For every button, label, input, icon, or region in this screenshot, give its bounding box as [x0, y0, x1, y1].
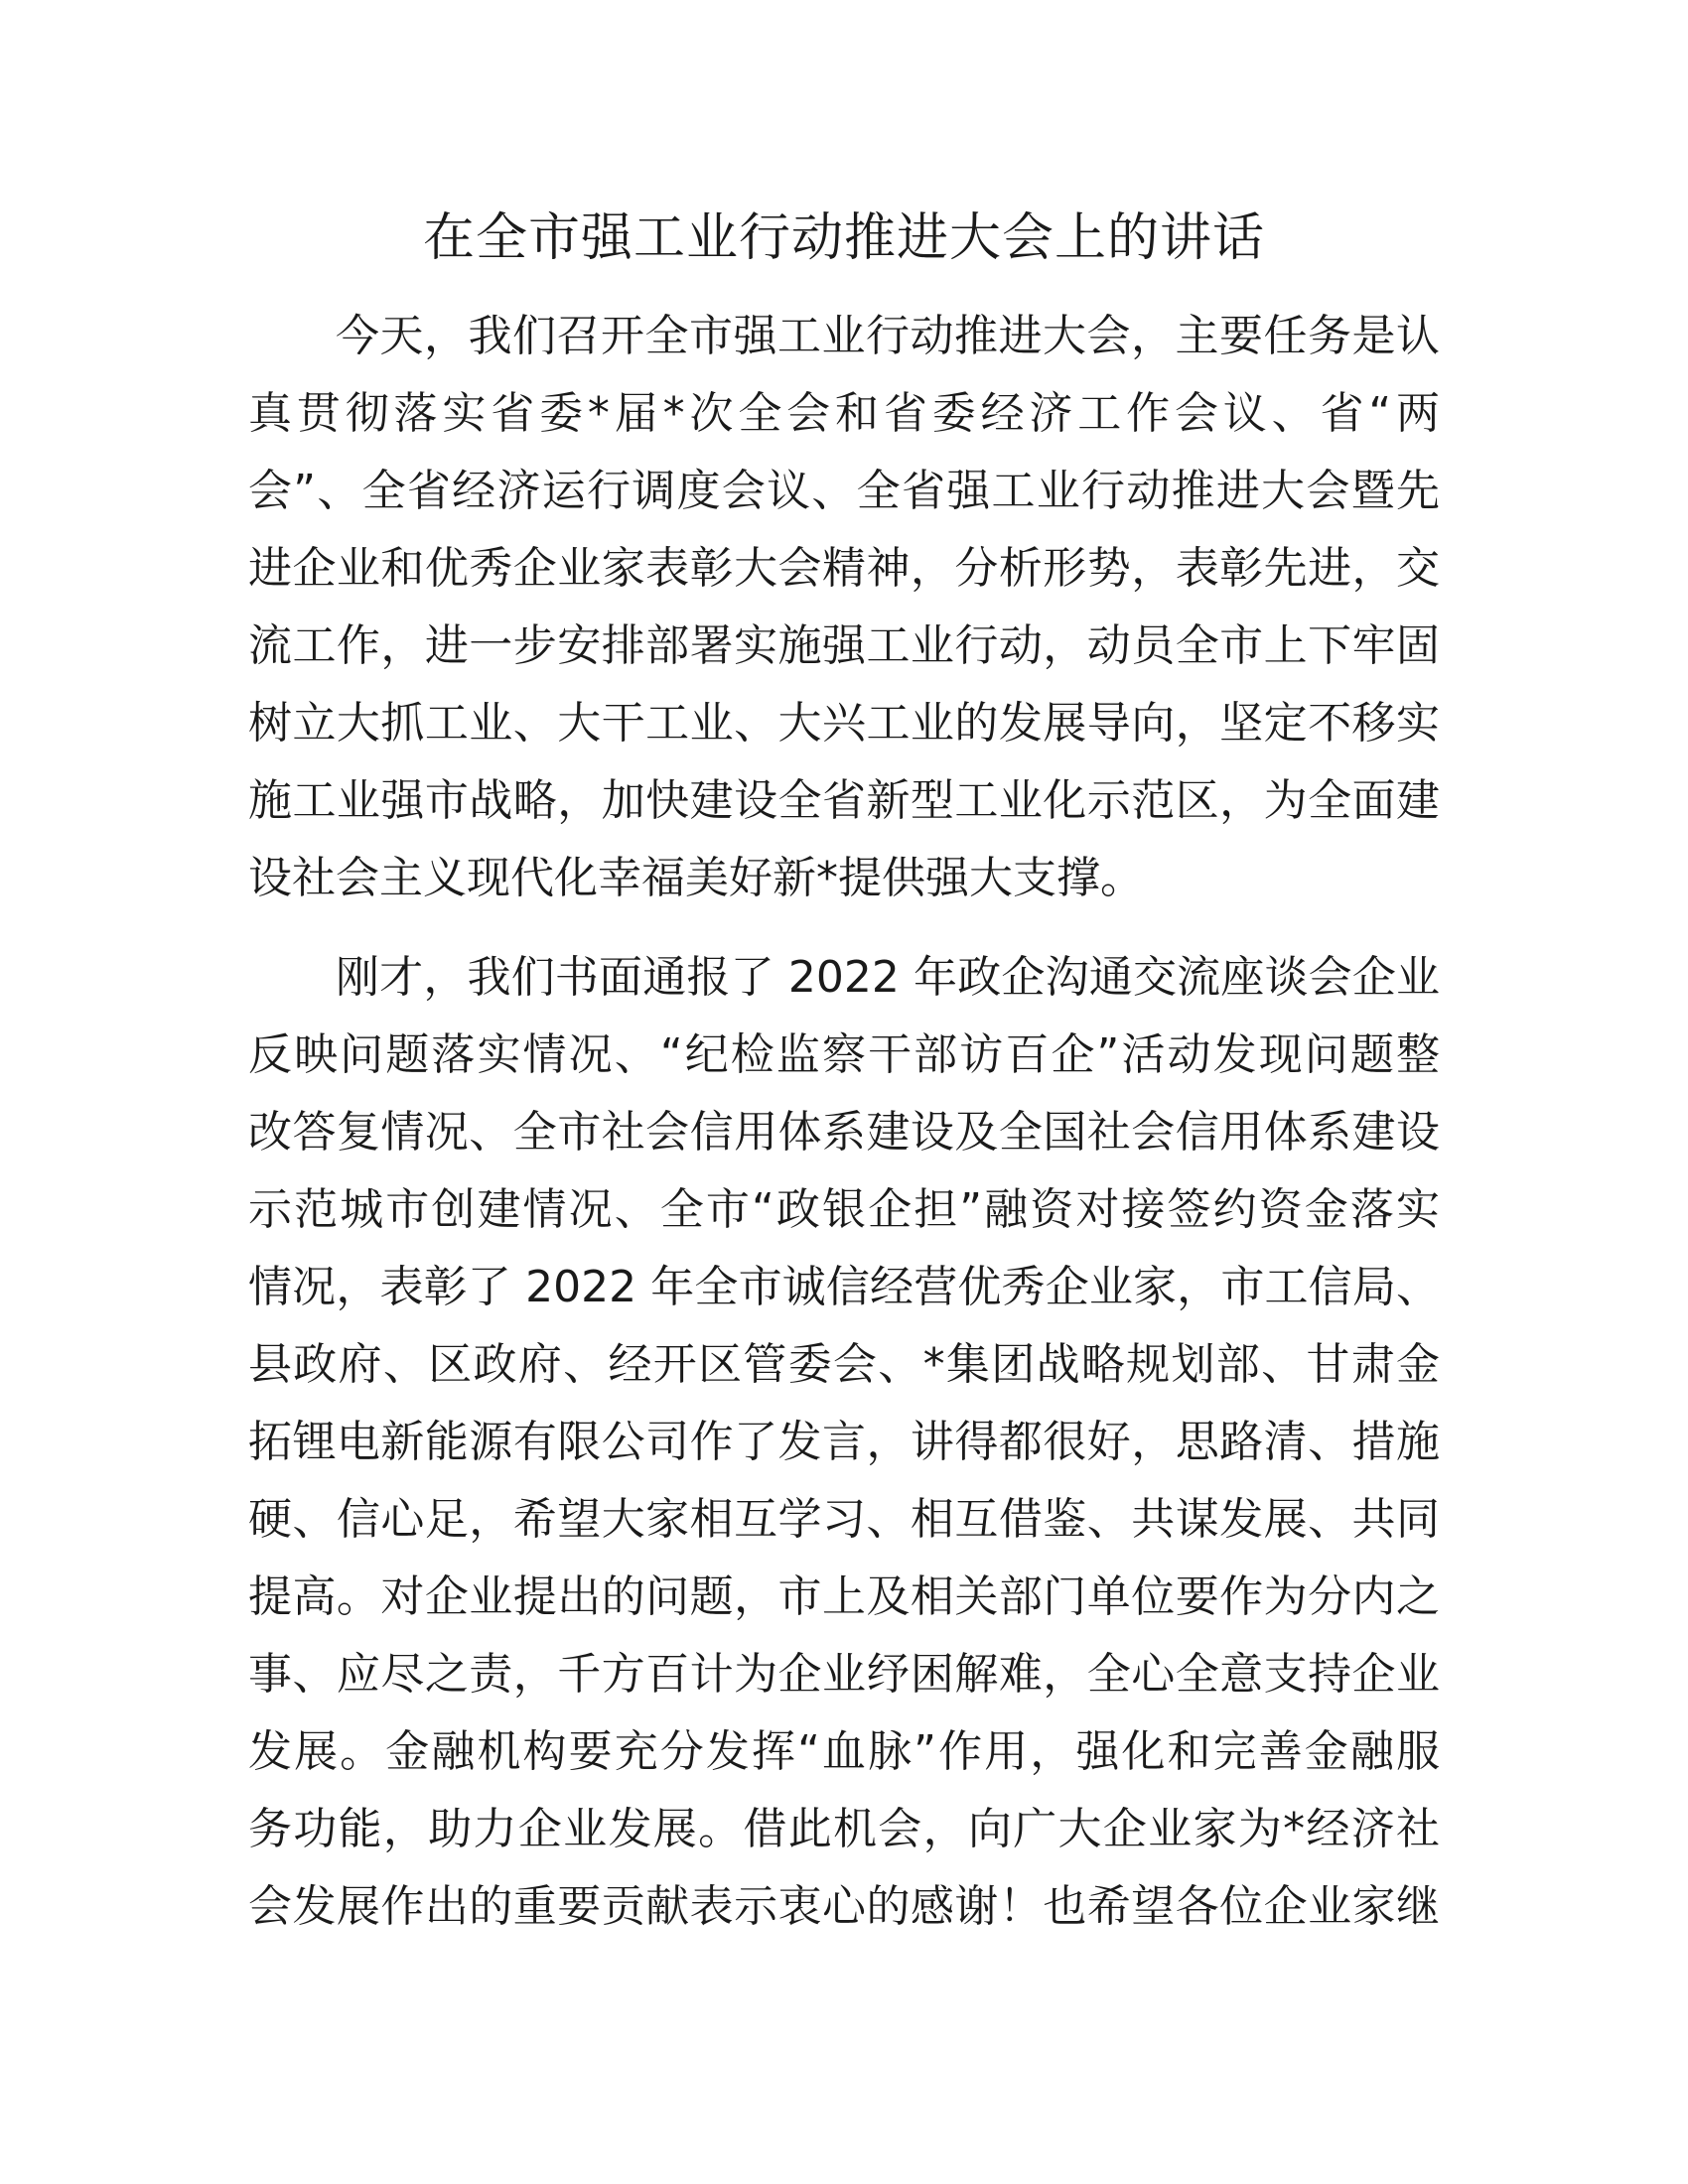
text-line: 会”、全省经济运行调度会议、全省强工业行动推进大会暨先: [248, 466, 1440, 516]
text-line: 县政府、区政府、经开区管委会、*集团战略规划部、甘肃金: [248, 1339, 1440, 1390]
text-line: 发展。金融机构要充分发挥“血脉”作用，强化和完善金融服: [248, 1726, 1440, 1777]
document-title: 在全市强工业行动推进大会上的讲话: [422, 208, 1265, 268]
text-line: 真贯彻落实省委*届*次全会和省委经济工作会议、省“两: [248, 388, 1440, 439]
text-line: 改答复情况、全市社会信用体系建设及全国社会信用体系建设: [248, 1107, 1440, 1158]
text-line: 设社会主义现代化幸福美好新*提供强大支撑。: [248, 853, 1144, 903]
document-body: [248, 298, 1440, 1946]
text-line: 务功能，助力企业发展。借此机会，向广大企业家为*经济社: [248, 1804, 1440, 1854]
text-line: 情况，表彰了 2022 年全市诚信经营优秀企业家，市工信局、: [248, 1262, 1440, 1312]
paragraph-spacer: [248, 917, 1440, 939]
text-line: 反映问题落实情况、“纪检监察干部访百企”活动发现问题整: [248, 1029, 1440, 1080]
text-line: 示范城市创建情况、全市“政银企担”融资对接签约资金落实: [248, 1184, 1440, 1235]
text-line: 刚才，我们书面通报了 2022 年政企沟通交流座谈会企业: [336, 952, 1440, 1003]
text-line: 事、应尽之责，千方百计为企业纾困解难，全心全意支持企业: [248, 1649, 1440, 1700]
text-line: 会发展作出的重要贡献表示衷心的感谢！也希望各位企业家继: [248, 1881, 1440, 1932]
text-line: 流工作，进一步安排部署实施强工业行动，动员全市上下牢固: [248, 620, 1440, 671]
text-line: 硬、信心足，希望大家相互学习、相互借鉴、共谋发展、共同: [248, 1494, 1440, 1545]
text-line: 施工业强市战略，加快建设全省新型工业化示范区，为全面建: [248, 775, 1440, 826]
paragraph-1: [248, 298, 1440, 917]
text-line: 树立大抓工业、大干工业、大兴工业的发展导向，坚定不移实: [248, 698, 1440, 749]
text-line: 拓锂电新能源有限公司作了发言，讲得都很好，思路清、措施: [248, 1417, 1440, 1467]
paragraph-2: [248, 939, 1440, 1946]
text-line: 今天，我们召开全市强工业行动推进大会，主要任务是认: [336, 311, 1440, 361]
text-line: 提高。对企业提出的问题，市上及相关部门单位要作为分内之: [248, 1571, 1440, 1622]
text-line: 进企业和优秀企业家表彰大会精神，分析形势，表彰先进，交: [248, 543, 1440, 594]
